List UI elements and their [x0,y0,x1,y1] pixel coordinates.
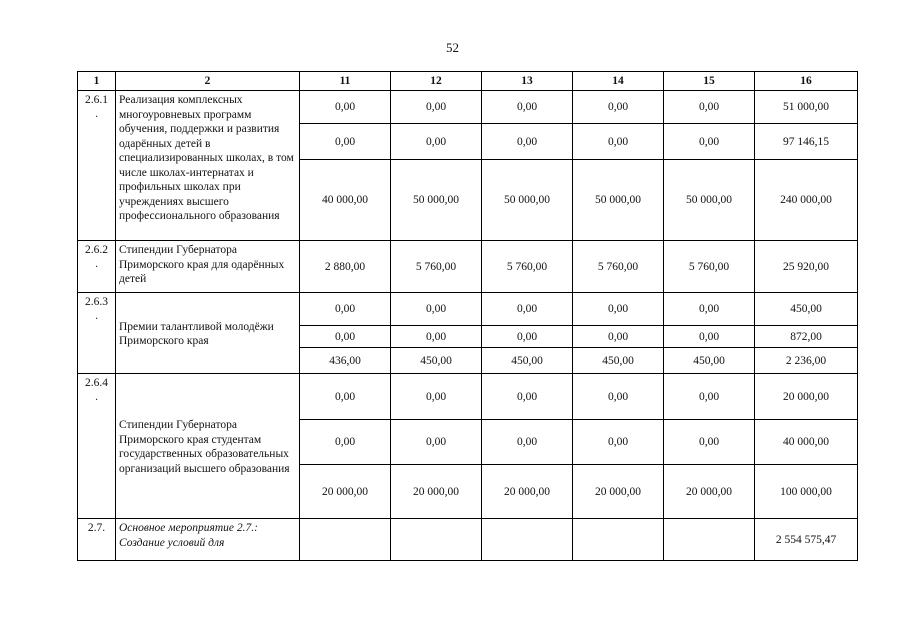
col-header-12: 12 [391,72,482,91]
row-index-cell [78,374,116,519]
cell: 240 000,00 [755,160,858,241]
page-number: 52 [446,40,459,55]
cell: 872,00 [755,326,858,348]
cell: 50 000,00 [664,160,755,241]
cell: 0,00 [573,326,664,348]
col-header-11: 11 [300,72,391,91]
cell: 0,00 [300,420,391,465]
cell: 0,00 [573,420,664,465]
table-row [78,293,858,326]
cell: 100 000,00 [755,465,858,519]
row-index-cell [78,91,116,241]
cell: 40 000,00 [300,160,391,241]
cell: 2 554 575,47 [755,519,858,561]
row-index-dot: . [95,310,98,322]
cell [300,519,391,561]
row-index: 2.7. [87,522,106,534]
cell: 0,00 [664,374,755,420]
cell: 0,00 [482,91,573,124]
col-header-2: 2 [116,72,300,91]
cell: 0,00 [664,420,755,465]
row-name: Основное мероприятие 2.7.: Создание условий для [116,519,300,561]
row-index-dot: . [95,258,98,270]
cell: 450,00 [391,348,482,374]
cell: 0,00 [391,374,482,420]
cell: 0,00 [391,293,482,326]
cell: 25 920,00 [755,241,858,293]
row-name: Реализация комплексных многоуровневых программ обучения, поддержки и развития одарённых детей в специализированных школах, в том числе школах-интернатах и профильных школах при учреждениях высшего профессионального образования [116,91,300,241]
row-index-cell [78,519,116,561]
cell: 20 000,00 [573,465,664,519]
cell: 0,00 [300,124,391,160]
row-index: 2.6.3 [85,296,108,308]
cell: 5 760,00 [573,241,664,293]
cell: 0,00 [482,420,573,465]
cell: 5 760,00 [482,241,573,293]
cell: 0,00 [300,91,391,124]
row-name: Стипендии Губернатора Приморского края для одарённых детей [116,241,300,293]
table-row [78,91,858,124]
cell: 0,00 [664,326,755,348]
cell: 0,00 [573,374,664,420]
cell: 51 000,00 [755,91,858,124]
table-row [78,519,858,561]
cell: 5 760,00 [391,241,482,293]
col-header-14: 14 [573,72,664,91]
cell: 0,00 [300,293,391,326]
cell: 0,00 [664,293,755,326]
row-name: Стипендии Губернатора Приморского края студентам государственных образовательных организаций высшего образования [116,374,300,519]
cell: 20 000,00 [664,465,755,519]
cell: 450,00 [482,348,573,374]
cell: 0,00 [391,420,482,465]
cell: 2 880,00 [300,241,391,293]
cell: 2 236,00 [755,348,858,374]
cell [391,519,482,561]
cell: 20 000,00 [300,465,391,519]
cell: 0,00 [482,293,573,326]
cell: 450,00 [755,293,858,326]
row-name: Премии талантливой молодёжи Приморского края [116,293,300,374]
cell: 0,00 [391,326,482,348]
cell: 0,00 [391,124,482,160]
cell: 450,00 [573,348,664,374]
cell: 0,00 [664,124,755,160]
cell [664,519,755,561]
row-index: 2.6.4 [85,377,108,389]
cell [573,519,664,561]
cell: 20 000,00 [755,374,858,420]
row-index: 2.6.2 [85,244,108,256]
col-header-1: 1 [78,72,116,91]
col-header-16: 16 [755,72,858,91]
cell: 20 000,00 [391,465,482,519]
budget-table [77,71,858,561]
cell: 0,00 [391,91,482,124]
col-header-13: 13 [482,72,573,91]
table-row [78,374,858,420]
cell: 50 000,00 [573,160,664,241]
row-index-dot: . [95,391,98,403]
cell: 97 146,15 [755,124,858,160]
row-index-dot: . [95,108,98,120]
header-row [78,72,858,91]
cell: 50 000,00 [482,160,573,241]
cell: 0,00 [482,374,573,420]
cell [482,519,573,561]
cell: 40 000,00 [755,420,858,465]
cell: 50 000,00 [391,160,482,241]
cell: 436,00 [300,348,391,374]
cell: 450,00 [664,348,755,374]
table-row [78,241,858,293]
cell: 0,00 [664,91,755,124]
col-header-15: 15 [664,72,755,91]
cell: 0,00 [482,326,573,348]
cell: 5 760,00 [664,241,755,293]
cell: 0,00 [482,124,573,160]
row-index-cell [78,241,116,293]
cell: 0,00 [300,374,391,420]
cell: 0,00 [573,293,664,326]
row-index: 2.6.1 [85,94,108,106]
cell: 0,00 [573,91,664,124]
row-index-cell [78,293,116,374]
cell: 20 000,00 [482,465,573,519]
cell: 0,00 [300,326,391,348]
cell: 0,00 [573,124,664,160]
